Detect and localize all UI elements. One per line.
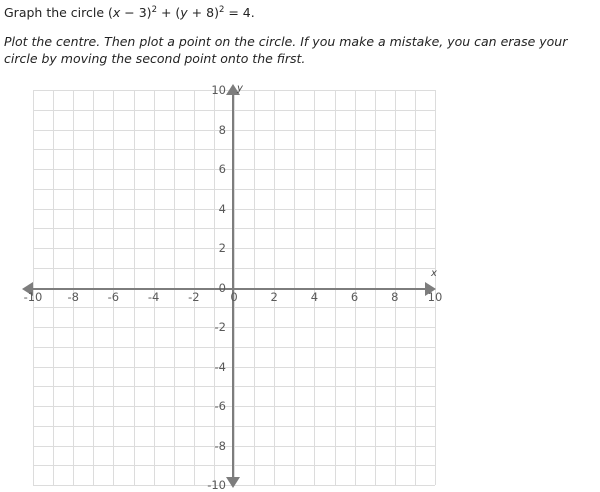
gridline-horizontal <box>33 130 435 131</box>
x-tick-label: -10 <box>23 290 43 304</box>
gridline-horizontal <box>33 386 435 387</box>
y-axis-label: y <box>237 83 243 94</box>
y-axis-arrow-down-icon <box>226 477 240 488</box>
gridline-horizontal <box>33 426 435 427</box>
y-tick-label: 6 <box>218 162 226 176</box>
gridline-horizontal <box>33 327 435 328</box>
gridline-horizontal <box>33 209 435 210</box>
gridline-horizontal <box>33 110 435 111</box>
gridline-horizontal <box>33 446 435 447</box>
x-tick-label: 10 <box>427 290 443 304</box>
y-tick-label: 10 <box>211 83 226 97</box>
x-axis-label: x <box>431 268 437 279</box>
x-tick-label: -8 <box>67 290 79 304</box>
x-tick-label: 0 <box>230 290 238 304</box>
question-middle-3: + 8) <box>187 5 219 20</box>
y-tick-label: -8 <box>214 438 226 453</box>
gridline-horizontal <box>33 149 435 150</box>
x-tick-label: -6 <box>107 290 120 304</box>
y-tick-label: 2 <box>218 241 226 255</box>
gridline-horizontal <box>33 268 435 269</box>
x-tick-label: -2 <box>188 290 200 304</box>
y-axis-line <box>232 88 234 486</box>
x-tick-label: -4 <box>147 290 160 304</box>
x-tick-label: 4 <box>310 290 319 304</box>
y-tick-label: 4 <box>218 201 226 216</box>
y-tick-label: -4 <box>214 359 226 374</box>
y-tick-label: -6 <box>214 399 226 413</box>
gridline-horizontal <box>33 367 435 368</box>
question-exponent-2: 2 <box>218 4 225 15</box>
question-suffix: = 4. <box>224 5 255 20</box>
y-tick-label: 0 <box>218 280 226 295</box>
y-tick-label: -10 <box>207 478 226 492</box>
gridline-horizontal <box>33 307 435 308</box>
gridline-horizontal <box>33 465 435 466</box>
question-middle-2: + ( <box>156 5 181 20</box>
question-variable-y: y <box>180 5 188 20</box>
gridline-horizontal <box>33 248 435 249</box>
question-exponent-1: 2 <box>151 4 157 15</box>
gridline-horizontal <box>33 169 435 170</box>
question-variable-x: x <box>112 5 121 20</box>
gridline-horizontal <box>33 347 435 348</box>
instruction-text: Plot the centre. Then plot a point on the circle. If you make a mistake, you can erase your circle by moving the second point onto the first. <box>4 34 568 66</box>
y-tick-label: -2 <box>214 320 226 334</box>
gridline-horizontal <box>33 406 435 407</box>
y-tick-label: 8 <box>218 122 226 137</box>
question-middle-1: − 3) <box>120 5 152 20</box>
question-prefix: Graph the circle ( <box>4 5 113 20</box>
gridline-horizontal <box>33 228 435 229</box>
gridline-horizontal <box>33 189 435 190</box>
x-tick-label: 2 <box>270 290 278 304</box>
x-tick-label: 6 <box>350 290 359 304</box>
x-tick-label: 8 <box>391 290 399 304</box>
